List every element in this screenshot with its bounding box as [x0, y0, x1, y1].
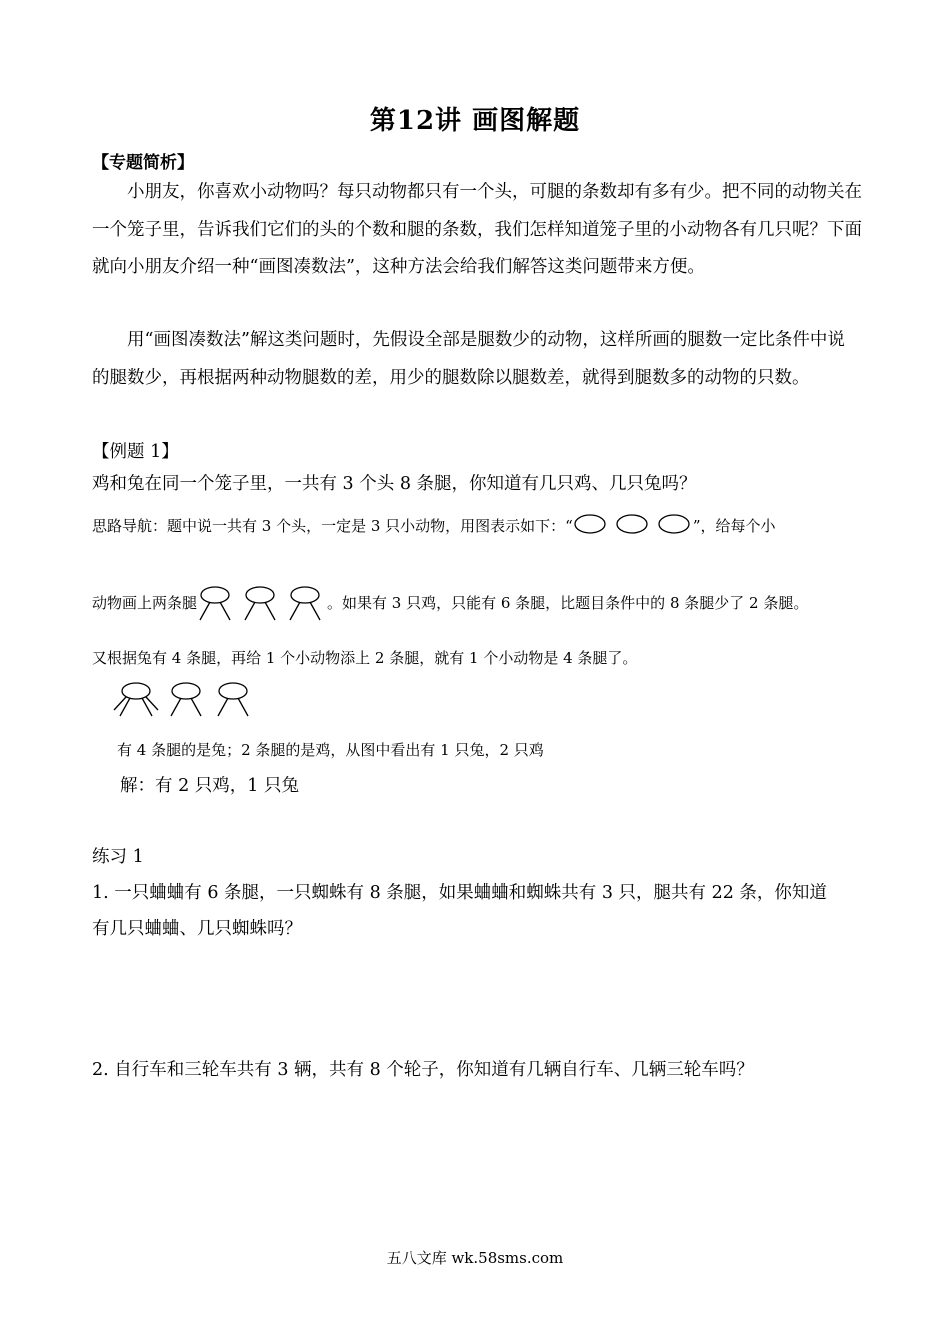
- hint-line-1: [92, 512, 776, 542]
- head-oval-3: [659, 515, 689, 533]
- example-conclusion: 有 4 条腿的是兔；2 条腿的是鸡，从图中看出有 1 只兔，2 只鸡: [117, 741, 544, 759]
- four-legged-animal: [114, 683, 158, 716]
- intro-heading: 【专题简析】: [92, 153, 194, 173]
- hint-line-2: [92, 584, 808, 624]
- lesson-title: 第12讲 画图解题: [369, 106, 581, 136]
- example-question: 鸡和兔在同一个笼子里，一共有 3 个头 8 条腿，你知道有几只鸡、几只兔吗？: [92, 474, 697, 494]
- hint-line-3: 又根据兔有 4 条腿，再给 1 个小动物添上 2 条腿，就有 1 个小动物是 4 条腿了。: [92, 649, 638, 667]
- practice-heading: 练习 1: [92, 847, 144, 867]
- example-heading: 【例题 1】: [92, 442, 179, 462]
- two-legged-animals-figure: [197, 584, 327, 624]
- practice-question-2: 2. 自行车和三轮车共有 3 辆，共有 8 个轮子，你知道有几辆自行车、几辆三轮车吗？: [92, 1060, 754, 1080]
- head-oval-2: [617, 515, 647, 533]
- hint-text-d: 。如果有 3 只鸡，只能有 6 条腿，比题目条件中的 8 条腿少了 2 条腿。: [327, 594, 809, 612]
- three-heads-figure: [573, 512, 693, 542]
- two-legged-animal-b: [218, 683, 248, 716]
- example-answer: 解：有 2 只鸡，1 只兔: [120, 776, 299, 796]
- intro-paragraph-2: 用“画图凑数法”解这类问题时，先假设全部是腿数少的动物，这样所画的腿数一定比条件中说的腿数少，再根据两种动物腿数的差，用少的腿数除以腿数差，就得到腿数多的动物的只数。: [92, 330, 845, 388]
- two-legged-animal-3: [290, 587, 320, 620]
- hint-text-a: 思路导航：题中说一共有 3 个头，一定是 3 只小动物，用图表示如下：“: [92, 517, 573, 535]
- hint-text-b: ”，给每个小: [692, 517, 776, 535]
- hint-text-c: 动物画上两条腿: [92, 594, 198, 612]
- two-legged-animal-2: [245, 587, 275, 620]
- rabbit-and-chickens-figure: [112, 680, 257, 720]
- intro-paragraph-1: 小朋友，你喜欢小动物吗？每只动物都只有一个头，可腿的条数却有多有少。把不同的动物关在一个笼子里，告诉我们它们的头的个数和腿的条数，我们怎样知道笼子里的小动物各有几只呢？下面就向小朋友介绍一种“画图凑数法”，这种方法会给我们解答这类问题带来方便。: [92, 182, 862, 277]
- practice-question-1-line-2: 有几只蛐蛐、几只蜘蛛吗？: [92, 919, 302, 939]
- head-oval-1: [575, 515, 605, 533]
- footer-source: 五八文库 wk.58sms.com: [386, 1249, 564, 1267]
- practice-question-1-line-1: 1. 一只蛐蛐有 6 条腿，一只蜘蛛有 8 条腿，如果蛐蛐和蜘蛛共有 3 只，腿共有 22 条，你知道: [92, 883, 827, 903]
- two-legged-animal-a: [171, 683, 201, 716]
- two-legged-animal-1: [200, 587, 230, 620]
